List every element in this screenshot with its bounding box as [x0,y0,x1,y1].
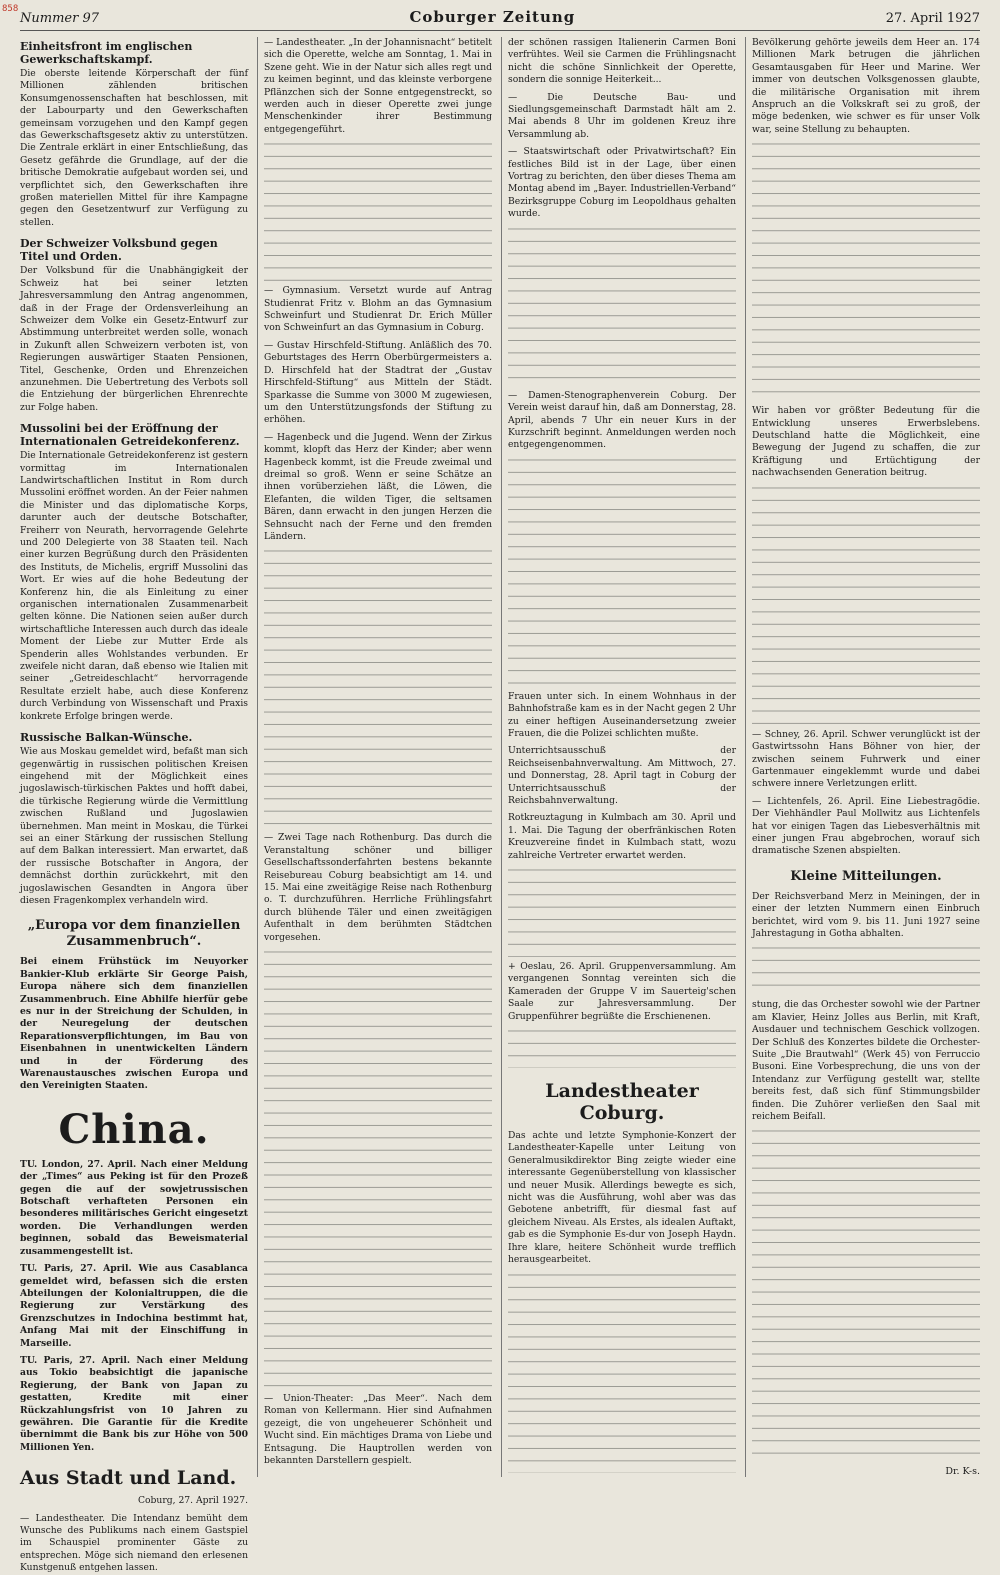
text-filler [752,485,980,725]
text-filler [508,867,736,957]
article-union-theater: — Union-Theater: „Das Meer“. Nach dem Roman von Kellermann. Hier sind Aufnahmen gezeigt, die von ungeheuerer Schönheit und Wucht sind. Ein mächtiges Drama von Liebe und Entsagung. Die Hauptrollen werden von bekannten Darstellern gespielt. [264,1393,492,1467]
article-konzert-fortsetzung: stung, die das Orchester sowohl wie der Partner am Klavier, Heinz Jolles aus Berlin, mit Kraft, Ausdauer und technischem Geschick vollzogen. Der Schluß des Konzertes bildete die Orchester-Suite „Die Brautwahl“ (Werk 45) von Ferruccio Busoni. Eine Vorbesprechung, die uns von der Intendanz zur Verfügung gestellt war, stellte bereits fest, daß sich fünf Stimmungsbilder finden. Die Zuhörer verließen den Saal mit reichem Beifall. [752,999,980,1123]
masthead [20,8,980,31]
article-gewerkschaftskampf: Die oberste leitende Körperschaft der fünf Millionen zählenden britischen Konsumgenossenschaften hat beschlossen, mit der Labourparty und den Gewerkschaften gemeinsam vorzugehen und den Kampf gegen das Gewerkschaftsgesetz aktiv zu unterstützen. Die Zentrale erklärt in einer Entschließung, das Gesetz gefährde die Grundlage, auf der die britische Demokratie aufgebaut worden sei, und verpflichtet sich, den Gewerkschaften ihre großen materiellen Mittel für ihre Kampagne gegen den Gesetzentwurf zur Verfügung zu stellen. [20,68,248,228]
article-china-2: TU. Paris, 27. April. Wie aus Casablanca gemeldet wird, befassen sich die ersten Abteilungen der Kolonialtruppen, die die Regierung zur Verstärkung des Grenzschutzes in Indochina bestimmt hat, Anfang Mai mit der Einschiffung in Marseille. [20,1263,248,1349]
headline-volksbund: Der Schweizer Volksbund gegen Titel und Orden. [20,237,218,264]
article-jugend: Wir haben vor größter Bedeutung für die Entwicklung unseres Erwerbslebens. Deutschland hatte die Möglichkeit, eine Bewegung der Jugend zu schaffen, die zur Kräftigung und Ertüchtigung der nachwachsenden Generation beitrug. [752,405,980,479]
article-frauen-unter-sich: Frauen unter sich. In einem Wohnhaus in der Bahnhofstraße kam es in der Nacht gegen 2 Uhr zu einer heftigen Auseinandersetzung zweier Frauen, die die Polizei schlichten mußte. [508,690,736,739]
text-filler [264,949,492,1389]
headline-stadt-und-land: Aus Stadt und Land. [20,1467,237,1490]
column-4 [745,37,980,1477]
text-filler [508,226,736,386]
article-heer: Bevölkerung gehörte jeweils dem Heer an. 174 Millionen Mark betrugen die jährlichen Gesamtausgaben für Heer und Marine. Wer immer von deutschen Volksgenossen glaubte, die militärische Organisation mit ihrem Anspruch an die Volkskraft sei zu groß, der möge bedenken, wie schwer es für unser Volk war, seine Stellung zu behaupten. [752,37,980,135]
article-rotkreuztagung: Rotkreuztagung in Kulmbach am 30. April und 1. Mai. Die Tagung der oberfränkischen Roten Kreuzvereine findet in Kulmbach statt, wozu zahlreiche Vertreter erwartet werden. [508,812,736,861]
article-zusammenbruch: Bei einem Frühstück im Neuyorker Bankier-Klub erklärte Sir George Paish, Europa nähere sich dem finanziellen Zusammenbruch. Eine Abhilfe hierfür gebe es nur in der Streichung der Schulden, in der Neuregelung der deutschen Reparationsverpflichtungen, im Bau von Eisenbahnen in unentwickelten Ländern und in der Förderung des Warenaustausches zwischen Europa und den Vereinigten Staaten. [20,956,248,1092]
text-filler [264,548,492,828]
article-china-3: TU. Paris, 27. April. Nach einer Meldung aus Tokio beabsichtigt die japanische Regierung, der Bank von Japan zu gestatten, Kredite mit einer Rückzahlungsfrist von 10 Jahren zu gewähren. Die Garantie für die Kredite übernimmt die Bank bis zur Höhe von 500 Millionen Yen. [20,1354,248,1453]
headline-zusammenbruch: „Europa vor dem finanziellen Zusammenbruch“. [27,918,241,950]
headline-landestheater: Landestheater Coburg. [545,1080,699,1125]
article-carmen-boni: der schönen rassigen Italienerin Carmen Boni verfrühtes. Weil sie Carmen die Frühlingsnacht nicht die schöne Sinnlichkeit der Operette, sondern die sonnige Heiterkeit... [508,37,736,86]
author-signature: Dr. K-s. [945,1466,980,1477]
article-landestheater-1: — Landestheater. Die Intendanz bemüht dem Wunsche des Publikums nach einem Gastspiel im Schauspiel prominenter Gäste zu entsprechen. Möge sich niemand den erlesenen Kunstgenuß entgehen lassen. [20,1512,248,1574]
article-china-1: TU. London, 27. April. Nach einer Meldung der „Times“ aus Peking ist für den Prozeß gegen die auf der sowjetrussischen Botschaft verhafteten Personen ein besonderes militärisches Gericht eingesetzt worden. Die Verhandlungen werden beginnen, sobald das Beweismaterial zusammengestellt ist. [20,1158,248,1257]
headline-getreidekonferenz: Mussolini bei der Eröffnung der Internationalen Getreidekonferenz. [20,422,240,449]
text-filler [508,1028,736,1068]
headline-gewerkschaftskampf: Einheitsfront im englischen Gewerkschaftskampf. [20,40,193,66]
article-lichtenfels: — Lichtenfels, 26. April. Eine Liebestragödie. Der Viehhändler Paul Mollwitz aus Lichtenfels hat vor einigen Tagen das Liebesverhältnis mit einer jungen Frau abgebrochen, worauf sich dramatische Szenen abspielten. [752,795,980,857]
article-oeslau: + Oeslau, 26. April. Gruppenversammlung. Am vergangenen Sonntag vereinten sich die Kameraden der Gruppe V im Sauerteig'schen Saale zur Jahresversammlung. Der Gruppenführer begrüßte die Erschienenen. [508,961,736,1022]
article-johannisnacht: — Landestheater. „In der Johannisnacht“ betitelt sich die Operette, welche am Sonntag, 1. Mai in Szene geht. Wie in der Natur sich alles regt und zu keimen beginnt, und das kleinste verborgene Pflänzchen sich der Sonne entgegenstreckt, so werden auch in dieser Operette zwei junge Menschenkinder ihrer Bestimmung entgegengeführt. [264,37,492,135]
text-filler [752,141,980,401]
text-filler [508,1272,736,1474]
article-rothenburg: — Zwei Tage nach Rothenburg. Das durch die Veranstaltung schöner und billiger Gesellschaftssonderfahrten bestens bekannte Reisebureau Coburg beabsichtigt am 14. und 15. Mai eine zweitägige Reise nach Rothenburg o. T. durchzuführen. Herrliche Frühlingsfahrt durch blühende Täler und einen zweitägigen Aufenthalt in dem berühmten Städtchen vorgesehen. [264,832,492,943]
article-stenographenverein: — Damen-Stenographenverein Coburg. Der Verein weist darauf hin, daß am Donnerstag, 28. April, abends 7 Uhr ein neuer Kurs in der Kurzschrift beginnt. Anmeldungen werden noch entgegengenommen. [508,389,736,451]
column-3 [501,37,736,1477]
headline-china: China. [58,1105,210,1153]
headline-kleine-mitteilungen: Kleine Mitteilungen. [790,868,942,884]
newspaper-title: Coburger Zeitung [409,8,576,26]
article-symphonie-konzert: Das achte und letzte Symphonie-Konzert der Landestheater-Kapelle unter Leitung von Generalmusikdirektor Bing zeigte wieder eine interessante Gegenüberstellung von klassischer und neuer Musik. Allerdings bewegte es sich, nicht was die Ausführung, wohl aber was das Gebotene anbetrifft, für diesmal fast auf gleichem Niveau. Als Erstes, als idealen Auftakt, gab es die Symphonie Es-dur von Joseph Haydn. Ihre klare, heitere Schönheit wurde trefflich herausgearbeitet. [508,1130,736,1266]
issue-number: Nummer 97 [20,11,99,26]
text-filler [752,1128,980,1462]
article-unterrichtsausschuss: Unterrichtsausschuß der Reichseisenbahnverwaltung. Am Mittwoch, 27. und Donnerstag, 28. April tagt in Coburg der Unterrichtsausschuß der Reichsbahnverwaltung. [508,745,736,806]
article-schney: — Schney, 26. April. Schwer verunglückt ist der Gastwirtssohn Hans Böhner von hier, der zwischen seinem Fuhrwerk und einer Gartenmauer eingeklemmt wurde und dabei schwere innere Verletzungen erlitt. [752,728,980,790]
article-getreidekonferenz: Die Internationale Getreidekonferenz ist gestern vormittag im Internationalen Landwirtschaftlichen Institut in Rom durch Mussolini eröffnet worden. An der Feier nahmen die Minister und das diplomatische Korps, darunter auch der deutsche Botschafter, Freiherr von Neurath, hervorragende Gelehrte und 200 Delegierte von 38 Staaten teil. Nach einer kurzen Begrüßung durch den Präsidenten des Instituts, de Michelis, ergriff Mussolini das Wort. Er wies auf die hohe Bedeutung der Konferenz hin, die als Einleitung zu einer organischen internationalen Zusammenarbeit gelten könne. Die Nationen seien außer durch wirtschaftliche Interessen auch durch das ideale Moment der Liebe zur Mutter Erde als Spenderin alles Wohlstandes verbunden. Er zweifele nicht daran, daß ebenso wie Italien mit seiner „Getreideschlacht“ hervorragende Resultate erzielt habe, auch diese Konferenz durch Verbindung von Wissenschaft und Praxis konkrete Erfolge bringen werde. [20,450,248,722]
text-filler [264,1472,492,1473]
article-hirschfeld: — Gustav Hirschfeld-Stiftung. Anläßlich des 70. Geburtstages des Herrn Oberbürgermeisters a. D. Hirschfeld hat der Stadtrat der „Gustav Hirschfeld-Stiftung“ aus Mitteln der Städt. Sparkasse die Summe von 3000 M zugewiesen, um den Unterstützungsfonds der Stiftung zu erhöhen. [264,339,492,426]
article-columns [20,37,980,1574]
text-filler [264,141,492,281]
article-balkan: Wie aus Moskau gemeldet wird, befaßt man sich gegenwärtig in russischen politischen Kreisen eingehend mit der Möglichkeit eines jugoslawisch-türkischen Paktes und hofft dabei, die türkische Regierung würde die Vermittlung zwischen Rußland und Jugoslawien übernehmen. Man meint in Moskau, die Türkei sei an einer Stärkung der russischen Stellung auf dem Balkan interessiert. Man erwartet, daß der russische Botschafter in Angora, der demnächst dorthin zurückkehrt, mit den jugoslawischen Gesandten in Angora über diesen Fragenkomplex verhandeln wird. [20,746,248,906]
issue-date: 27. April 1927 [885,11,980,26]
article-staatswirtschaft: — Staatswirtschaft oder Privatwirtschaft? Ein festliches Bild ist in der Lage, über einen Vortrag zu berichten, den über dieses Thema am Montag abend im „Bayer. Industriellen-Verband“ Bezirksgruppe Coburg im Leopoldhaus gehalten wurde. [508,146,736,220]
dateline: Coburg, 27. April 1927. [137,1495,248,1507]
article-siedlungsgemeinschaft: — Die Deutsche Bau- und Siedlungsgemeinschaft Darmstadt hält am 2. Mai abends 8 Uhr im goldenen Kreuz ihre Versammlung ab. [508,91,736,140]
column-2 [257,37,492,1477]
article-reichsverband: Der Reichsverband Merz in Meiningen, der in einer der letzten Nummern einen Einbruch berichtet, wird vom 9. bis 11. Juni 1927 seine Jahrestagung in Gotha abhalten. [752,890,980,939]
text-filler [508,457,736,687]
article-gymnasium: — Gymnasium. Versetzt wurde auf Antrag Studienrat Fritz v. Blohm an das Gymnasium Schweinfurt und Studienrat Dr. Erich Müller von Schweinfurt an das Gymnasium in Coburg. [264,285,492,334]
text-filler [752,945,980,995]
article-volksbund: Der Volksbund für die Unabhängigkeit der Schweiz hat bei seiner letzten Jahresversammlung den Antrag angenommen, daß in der Frage der Ordensverleihung an Schweizer dem Volke ein Gesetz-Entwurf zur Abstimmung unterbreitet werden solle, wonach in Zukunft allen Schweizern verboten ist, von Regierungen auswärtiger Staaten Pensionen, Titel, Geschenke, Orden und Ehrenzeichen anzunehmen. Die Uebertretung des Verbots soll die Entziehung der bürgerlichen Ehrenrechte zur Folge haben. [20,265,248,413]
article-hagenbeck: — Hagenbeck und die Jugend. Wenn der Zirkus kommt, klopft das Herz der Kinder; aber wenn Hagenbeck kommt, ist die Freude zweimal und dreimal so groß. Wenn er seine Schätze an ihnen vorüberziehen läßt, die Löwen, die Elefanten, die wilden Tiger, die seltsamen Bären, dann erwacht in den jungen Herzen die Sehnsucht nach der Ferne und den fremden Ländern. [264,431,492,542]
edge-tag: 858 [2,4,19,14]
headline-balkan: Russische Balkan-Wünsche. [20,731,193,745]
column-1 [20,37,248,1574]
